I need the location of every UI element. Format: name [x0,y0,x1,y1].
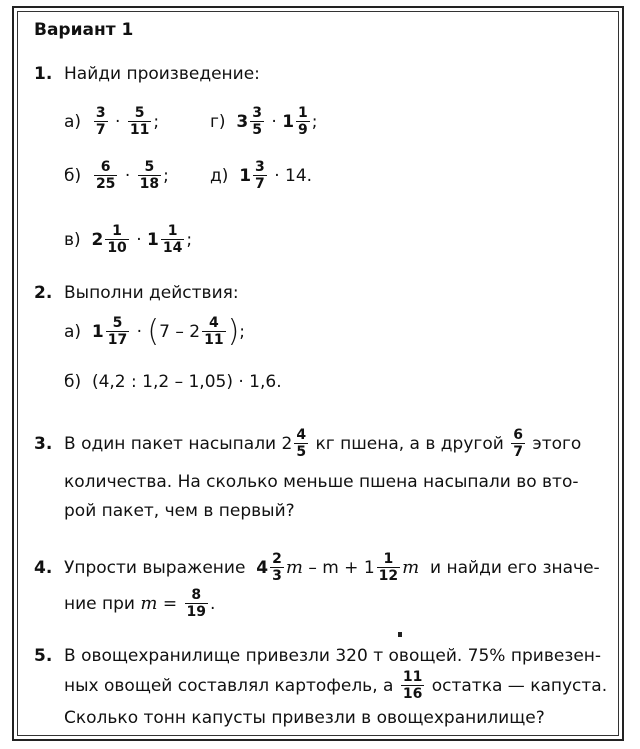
fraction: $\frac{3}{5}$ [252,105,262,138]
task-3-number: 3. [34,434,53,454]
task-2-item-a: а) 1 $\frac{5}{17}$ · ( 7 – 2 $\frac{4}{11}$ ) ; [64,314,246,349]
fraction: $\frac{5}{17}$ [107,315,128,348]
fraction: $\frac{1}{14}$ [162,223,183,256]
fraction: $\frac{3}{7}$ [95,105,106,138]
task-5-line-2: ных овощей составлял картофель, а $\frac{11}{16}$ остатка — капуста. [64,669,608,702]
variant-title: Вариант 1 [34,20,134,40]
task-4-number: 4. [34,558,53,578]
open-bracket: ( [147,314,160,349]
item-label: а) [64,112,82,132]
task-1-item-a: а) $\frac{3}{7}$ · $\frac{5}{11}$ ; [64,105,160,138]
task-1-item-b: б) $\frac{6}{25}$ · $\frac{5}{18}$ ; [64,159,169,192]
fraction: $\frac{4}{5}$ [296,427,307,460]
task-4-line-1: Упрости выражение 4 $\frac{2}{3}$ m – m + 1 $\frac{1}{12}$ m и найди его значе- [64,551,600,584]
task-3-line-2: количества. На сколько меньше пшена насыпали во вто- [64,472,579,492]
close-bracket: ) [227,314,240,349]
task-4-line-2: ние при m = $\frac{8}{19}$ . [64,587,216,620]
fraction: $\frac{2}{3}$ [272,551,282,584]
task-1-item-v: в) 2 $\frac{1}{10}$ · 1 $\frac{1}{14}$ ; [64,223,193,256]
fraction: $\frac{8}{19}$ [186,587,207,620]
task-3-line-1: В один пакет насыпали 2 $\frac{4}{5}$ кг пшена, а в другой $\frac{6}{7}$ этого [64,427,582,460]
task-1-text: Найди произведение: [64,64,260,84]
task-2-number: 2. [34,283,53,303]
task-1-number: 1. [34,64,53,84]
task-1-item-d: д) 1 $\frac{3}{7}$ · 14. [210,159,313,192]
fraction: $\frac{11}{16}$ [402,669,423,702]
task-5-line-1: В овощехранилище привезли 320 т овощей. 75% привезен- [64,646,602,666]
fraction: $\frac{5}{18}$ [139,159,160,192]
fraction: $\frac{1}{10}$ [107,223,127,256]
fraction: $\frac{6}{7}$ [513,427,523,460]
task-5-line-3: Сколько тонн капусты привезли в овощехранилище? [64,708,545,728]
fraction: $\frac{1}{12}$ [378,551,399,584]
task-3-line-3: рой пакет, чем в первый? [64,501,295,521]
fraction: $\frac{4}{11}$ [204,315,224,348]
task-5-number: 5. [34,646,53,666]
task-1-item-g: г) 3 $\frac{3}{5}$ · 1 $\frac{1}{9}$ ; [210,105,318,138]
stray-mark [398,632,402,637]
fraction: $\frac{6}{25}$ [95,159,116,192]
fraction: $\frac{3}{7}$ [255,159,265,192]
fraction: $\frac{5}{11}$ [129,105,150,138]
fraction: $\frac{1}{9}$ [298,105,308,138]
task-2-text: Выполни действия: [64,283,239,303]
task-2-item-b: б) (4,2 : 1,2 – 1,05) · 1,6. [64,372,282,392]
